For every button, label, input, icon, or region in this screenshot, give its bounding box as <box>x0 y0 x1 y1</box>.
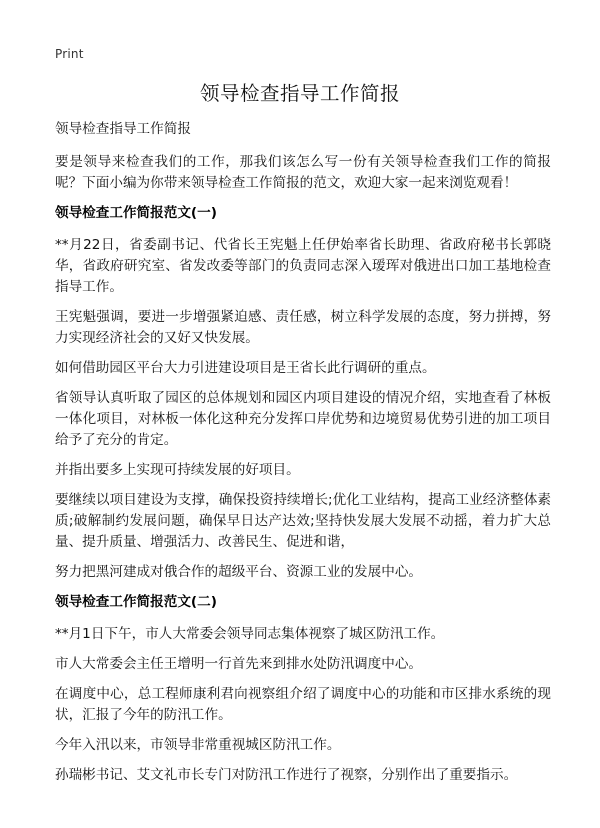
section2-paragraph: 在调度中心，总工程师康利君向视察组介绍了调度中心的功能和市区排水系统的现状，汇报了今年的防汛工作。 <box>55 686 551 723</box>
section1-paragraph: 如何借助园区平台大力引进建设项目是王省长此行调研的重点。 <box>55 360 436 376</box>
section1-paragraph: 要继续以项目建设为支撑，确保投资持续增长;优化工业结构，提高工业经济整体素质;破解制约发展问题，确保早日达产达效;坚持快发展大发展不动摇，着力扩大总量、提升质量、增强活力、改善民生、促进和谐， <box>55 492 551 550</box>
intro-paragraph: 要是领导来检查我们的工作，那我们该怎么写一份有关领导检查我们工作的简报呢？下面小编为你带来领导检查工作简报的范文，欢迎大家一起来浏览观看！ <box>55 154 551 191</box>
section1-paragraph: **月22日，省委副书记、代省长王宪魁上任伊始率省长助理、省政府秘书长郭晓华，省政府研究室、省发改委等部门的负责同志深入瑷珲对俄进出口加工基地检查指导工作。 <box>55 237 551 295</box>
document-title: 领导检查指导工作简报 <box>199 82 400 105</box>
section-heading-1: 领导检查工作简报范文(一) <box>55 205 217 221</box>
section1-paragraph: 并指出要多上实现可持续发展的好项目。 <box>55 462 300 478</box>
print-label: Print <box>55 47 84 61</box>
section-heading-2: 领导检查工作简报范文(二) <box>55 594 217 610</box>
document-subtitle: 领导检查指导工作简报 <box>55 121 191 137</box>
section2-paragraph: 今年入汛以来，市领导非常重视城区防汛工作。 <box>55 737 341 753</box>
section2-paragraph: 孙瑞彬书记、艾文礼市长专门对防汛工作进行了视察，分别作出了重要指示。 <box>55 767 518 783</box>
section1-paragraph: 王宪魁强调，要进一步增强紧迫感、责任感，树立科学发展的态度，努力拼搏，努力实现经济社会的又好又快发展。 <box>55 309 551 346</box>
section1-paragraph: 努力把黑河建成对俄合作的超级平台、资源工业的发展中心。 <box>55 564 423 580</box>
section2-paragraph: 市人大常委会主任王增明一行首先来到排水处防汛调度中心。 <box>55 656 423 672</box>
document-body <box>55 119 551 795</box>
section1-paragraph: 省领导认真听取了园区的总体规划和园区内项目建设的情况介绍，实地查看了林板一体化项目，对林板一体化这种充分发挥口岸优势和边境贸易优势引进的加工项目给予了充分的肯定。 <box>55 390 551 448</box>
section2-paragraph: **月1日下午，市人大常委会领导同志集体视察了城区防汛工作。 <box>55 626 445 642</box>
